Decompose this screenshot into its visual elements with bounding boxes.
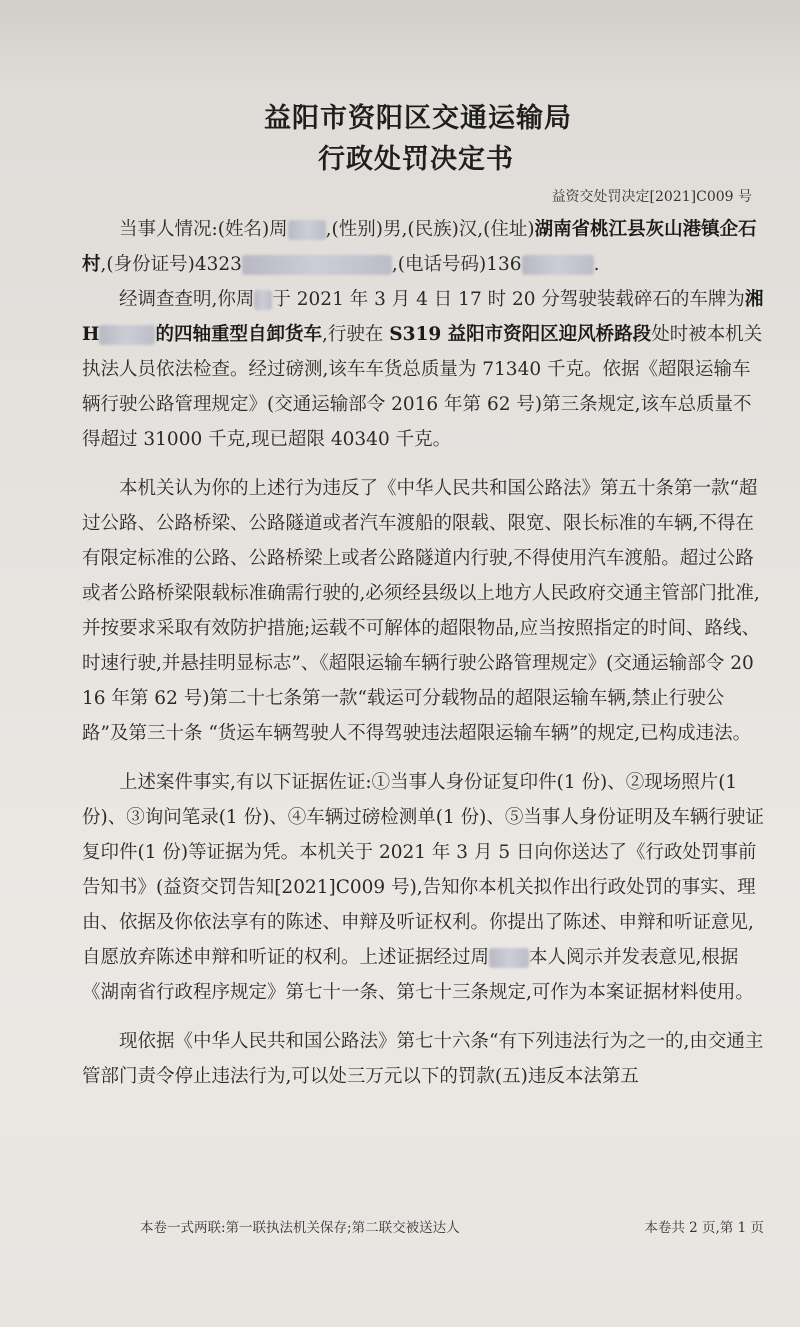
vehicle-type: 的四轴重型自卸货车 bbox=[155, 324, 322, 345]
investigation-paragraph bbox=[82, 282, 764, 457]
license-plate: 湘 H bbox=[82, 289, 764, 345]
evidence-paragraph bbox=[82, 765, 764, 1010]
agency-title: 益阳市资阳区交通运输局 bbox=[264, 103, 572, 134]
evidence-text-2: 本人阅示并发表意见,根据《湖南省行政程序规定》第七十一条、第七十三条规定,可作为本案证据材料使用。 bbox=[82, 947, 754, 1003]
phone-label: ,(电话号码)136 bbox=[391, 254, 522, 275]
spacer bbox=[82, 751, 764, 765]
investigation-result: 处时被本机关执法人员依法检查。经过磅测,该车车货总质量为 71340 千克。依据《超限运输车辆行驶公路管理规定》(交通运输部令 2016 年第 62 号)第三条规定,该车总质量不得超过 31000 千克,现已超限 40340 千克。 bbox=[82, 324, 763, 450]
redacted-name bbox=[254, 290, 272, 310]
spacer bbox=[82, 1010, 764, 1024]
footer-page-number: 本卷共 2 页,第 1 页 bbox=[644, 1220, 764, 1236]
redacted-id-number bbox=[242, 255, 392, 275]
party-info-paragraph bbox=[82, 212, 764, 282]
spacer bbox=[82, 457, 764, 471]
period: . bbox=[593, 254, 600, 275]
page-footer bbox=[140, 1216, 764, 1236]
investigation-text-2: ,行驶在 bbox=[322, 324, 390, 345]
party-address: 湖南省桃江县灰山港镇企石村 bbox=[82, 219, 757, 275]
penalty-basis-paragraph: 现依据《中华人民共和国公路法》第七十六条“有下列违法行为之一的,由交通主管部门责令停止违法行为,可以处三万元以下的罚款(五)违反本法第五 bbox=[82, 1031, 764, 1087]
top-shadow bbox=[0, 0, 800, 90]
id-number-label: ,(身份证号)4323 bbox=[100, 254, 242, 275]
party-info-text: ,(性别)男,(民族)汉,(住址) bbox=[325, 219, 535, 240]
document-number: 益资交处罚决定[2021]C009 号 bbox=[551, 189, 752, 205]
violation-paragraph: 本机关认为你的上述行为违反了《中华人民共和国公路法》第五十条第一款“超过公路、公路桥梁、公路隧道或者汽车渡船的限载、限宽、限长标准的车辆,不得在有限定标准的公路、公路桥梁上或者公路隧道内行驶,不得使用汽车渡船。超过公路或者公路桥梁限载标准确需行驶的,必须经县级以上地方人民政府交通主管部门批准,并按要求采取有效防护措施;运载不可解体的超限物品,应当按照指定的时间、路线、时速行驶,并悬挂明显标志”、《超限运输车辆行驶公路管理规定》(交通运输部令 2016 年第 62 号)第二十七条第一款“载运可分载物品的超限运输车辆,禁止行驶公路”及第三十条 “货运车辆驾驶人不得驾驶违法超限运输车辆”的规定,已构成违法。 bbox=[82, 478, 761, 744]
evidence-text: 上述案件事实,有以下证据佐证:①当事人身份证复印件(1 份)、②现场照片(1 份)、③询问笔录(1 份)、④车辆过磅检测单(1 份)、⑤当事人身份证明及车辆行驶证复印件(1 份)等证据为凭。本机关于 2021 年 3 月 5 日向你送达了《行政处罚事前告知书》(益资交罚告知[2021]C009 号),告知你本机关拟作出行政处罚的事实、理由、依据及你依法享有的陈述、申辩及听证权利。你提出了陈述、申辩和听证意见,自愿放弃陈述申辩和听证的权利。上述证据经过周 bbox=[82, 772, 764, 968]
redacted-name bbox=[288, 220, 326, 240]
footer-copies-note: 本卷一式两联:第一联执法机关保存;第二联交被送达人 bbox=[140, 1220, 460, 1236]
redacted-plate bbox=[99, 325, 155, 345]
redacted-name bbox=[489, 948, 529, 968]
investigation-intro: 经调查查明,你周 bbox=[119, 289, 255, 310]
party-name-label: 当事人情况:(姓名)周 bbox=[119, 219, 288, 240]
redacted-phone bbox=[522, 255, 594, 275]
investigation-text: 于 2021 年 3 月 4 日 17 时 20 分驾驶装载碎石的车牌为 bbox=[272, 289, 745, 310]
document-title: 行政处罚决定书 bbox=[318, 144, 514, 175]
road-section: S319 益阳市资阳区迎风桥路段 bbox=[389, 324, 652, 345]
